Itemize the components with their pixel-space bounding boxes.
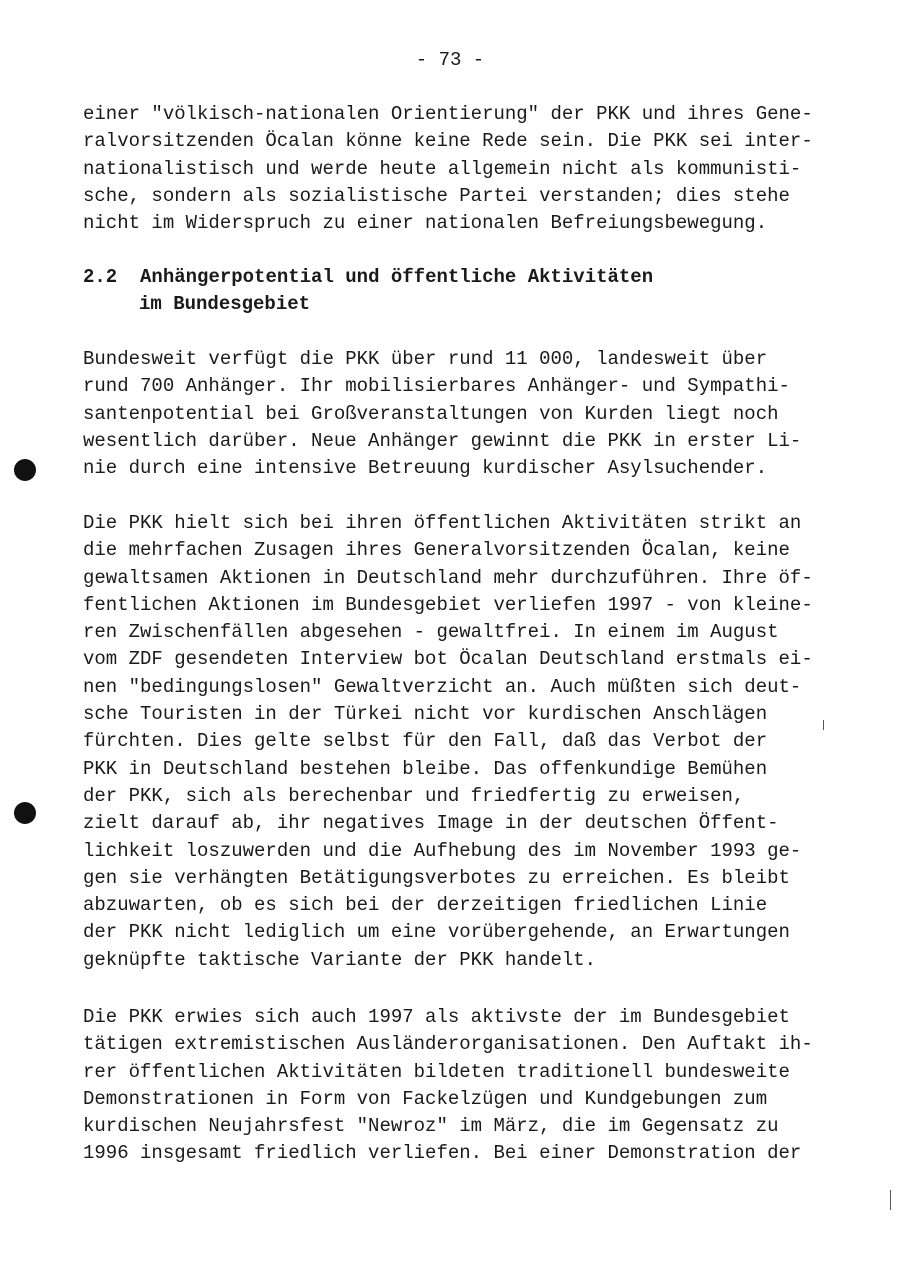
text-line: kurdischen Neujahrsfest "Newroz" im März, die im Gegensatz zu — [83, 1115, 779, 1138]
text-line: der PKK, sich als berechenbar und friedfertig zu erweisen, — [83, 784, 745, 807]
text-line: gewaltsamen Aktionen in Deutschland mehr durchzuführen. Ihre öf- — [83, 566, 813, 589]
binder-hole-dot — [14, 459, 36, 481]
page-number: - 73 - — [415, 49, 485, 71]
text-line: einer "völkisch-nationalen Orientierung" der PKK und ihres Gene- — [83, 103, 813, 125]
section-title-line: im Bundesgebiet — [139, 293, 311, 316]
text-line: zielt darauf ab, ihr negatives Image in der deutschen Öffent- — [83, 812, 779, 835]
text-line: ren Zwischenfällen abgesehen - gewaltfrei. In einem im August — [83, 621, 779, 644]
text-line: nie durch eine intensive Betreuung kurdischer Asylsuchender. — [83, 457, 768, 480]
text-line: fentlichen Aktionen im Bundesgebiet verliefen 1997 - von kleine- — [83, 593, 813, 616]
scan-artifact — [890, 1190, 891, 1210]
text-line: Die PKK erwies sich auch 1997 als aktivste der im Bundesgebiet — [83, 1006, 790, 1028]
scan-artifact — [823, 720, 824, 730]
paragraph-3 — [83, 510, 813, 974]
text-line: PKK in Deutschland bestehen bleibe. Das offenkundige Bemühen — [83, 757, 768, 780]
section-heading — [83, 264, 653, 319]
text-line: nicht im Widerspruch zu einer nationalen Befreiungsbewegung. — [83, 212, 768, 235]
paragraph-1 — [83, 101, 813, 237]
text-line: lichkeit loszuwerden und die Aufhebung des im November 1993 ge- — [83, 839, 802, 862]
text-line: rer öffentlichen Aktivitäten bildeten traditionell bundesweite — [83, 1060, 790, 1083]
text-line: gen sie verhängten Betätigungsverbotes zu erreichen. Es bleibt — [83, 866, 790, 889]
text-line: die mehrfachen Zusagen ihres Generalvorsitzenden Öcalan, keine — [83, 539, 790, 562]
binder-hole-dot — [14, 802, 36, 824]
text-line: der PKK nicht lediglich um eine vorübergehende, an Erwartungen — [83, 921, 790, 944]
text-line: geknüpfte taktische Variante der PKK handelt. — [83, 948, 597, 971]
text-line: abzuwarten, ob es sich bei der derzeitigen friedlichen Linie — [83, 894, 768, 917]
text-line: nen "bedingungslosen" Gewaltverzicht an. Auch müßten sich deut- — [83, 675, 802, 698]
text-line: vom ZDF gesendeten Interview bot Öcalan Deutschland erstmals ei- — [83, 648, 813, 671]
text-line: santenpotential bei Großveranstaltungen von Kurden liegt noch — [83, 402, 779, 425]
text-line: tätigen extremistischen Ausländerorganisationen. Den Auftakt ih- — [83, 1033, 813, 1056]
section-title-line: Anhängerpotential und öffentliche Aktivitäten — [140, 266, 654, 288]
text-line: sche Touristen in der Türkei nicht vor kurdischen Anschlägen — [83, 703, 768, 726]
text-line: Demonstrationen in Form von Fackelzügen und Kundgebungen zum — [83, 1087, 768, 1110]
text-line: sche, sondern als sozialistische Partei verstanden; dies stehe — [83, 184, 790, 207]
paragraph-4 — [83, 1004, 813, 1168]
text-line: wesentlich darüber. Neue Anhänger gewinnt die PKK in erster Li- — [83, 429, 802, 452]
section-number: 2.2 — [83, 266, 118, 288]
text-line: Die PKK hielt sich bei ihren öffentlichen Aktivitäten strikt an — [83, 512, 802, 534]
paragraph-2 — [83, 346, 801, 482]
text-line: ralvorsitzenden Öcalan könne keine Rede sein. Die PKK sei inter- — [83, 130, 813, 153]
text-line: fürchten. Dies gelte selbst für den Fall, daß das Verbot der — [83, 730, 768, 753]
text-line: nationalistisch und werde heute allgemein nicht als kommunisti- — [83, 157, 802, 180]
text-line: rund 700 Anhänger. Ihr mobilisierbares Anhänger- und Sympathi- — [83, 375, 790, 398]
text-line: Bundesweit verfügt die PKK über rund 11 000, landesweit über — [83, 348, 768, 370]
text-line: 1996 insgesamt friedlich verliefen. Bei einer Demonstration der — [83, 1142, 802, 1165]
